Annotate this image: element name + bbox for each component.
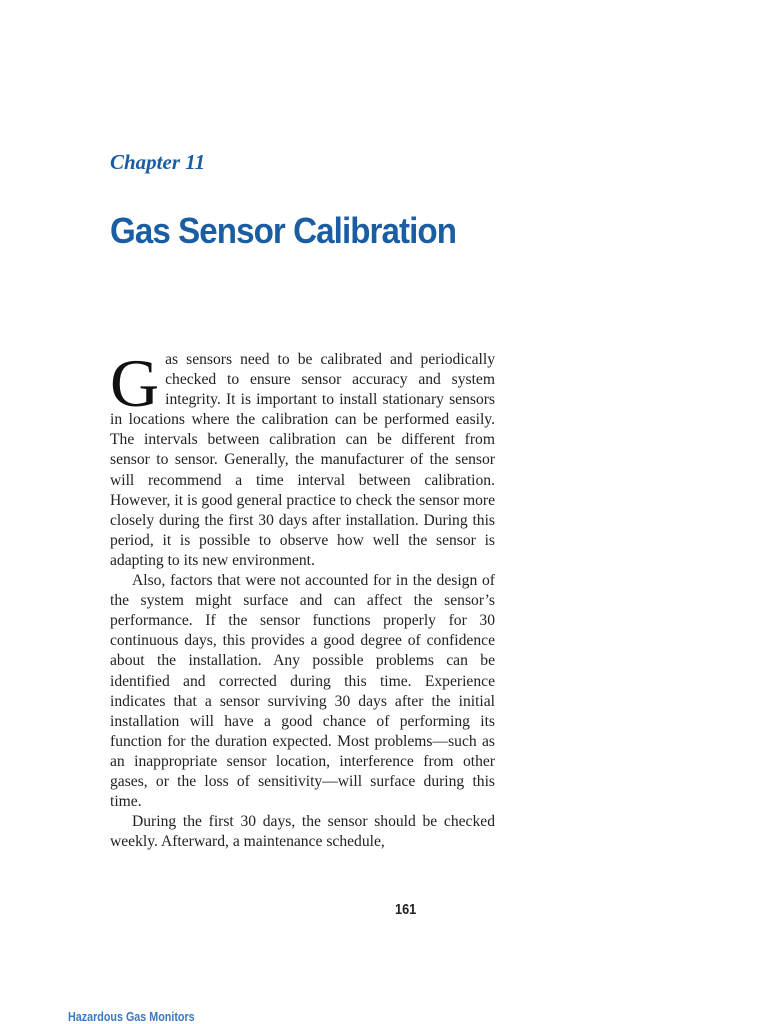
paragraph-3: During the first 30 days, the sensor should be checked weekly. Afterward, a maintenance schedule, [110,813,495,851]
paragraph-2: Also, factors that were not accounted for in the design of the system might surface and can affect the sensor’s performance. If the sensor functions properly for 30 continuous days, this provides a good degree of confidence about the installation. Any possible problems can be identified and corrected during this time. Experience indicates that a sensor surviving 30 days after the initial installation will have a good chance of performing its function for the duration expected. Most problems—such as an inappropriate sensor location, interference from other gases, or the loss of sensitivity—will surface during this time. [110,572,495,811]
chapter-title: Gas Sensor Calibration [110,210,457,251]
paragraph-1-text: as sensors need to be calibrated and periodically checked to ensure sensor accuracy and system integrity. It is important to install stationary sensors in locations where the calibration can be performed easily. The intervals between calibration can be different from sensor to sensor. Generally, the manufacturer of the sensor will recommend a time interval between calibration. However, it is good general practice to check the sensor more closely during the first 30 days after installation. During this period, it is possible to observe how well the sensor is adapting to its new environment. [110,351,495,569]
page-number: 161 [395,901,417,918]
drop-cap: G [110,345,160,421]
footer-book-title: Hazardous Gas Monitors [68,1010,195,1024]
paragraph-1 [110,345,495,571]
chapter-label: Chapter 11 [110,150,206,174]
body-text [110,345,495,852]
